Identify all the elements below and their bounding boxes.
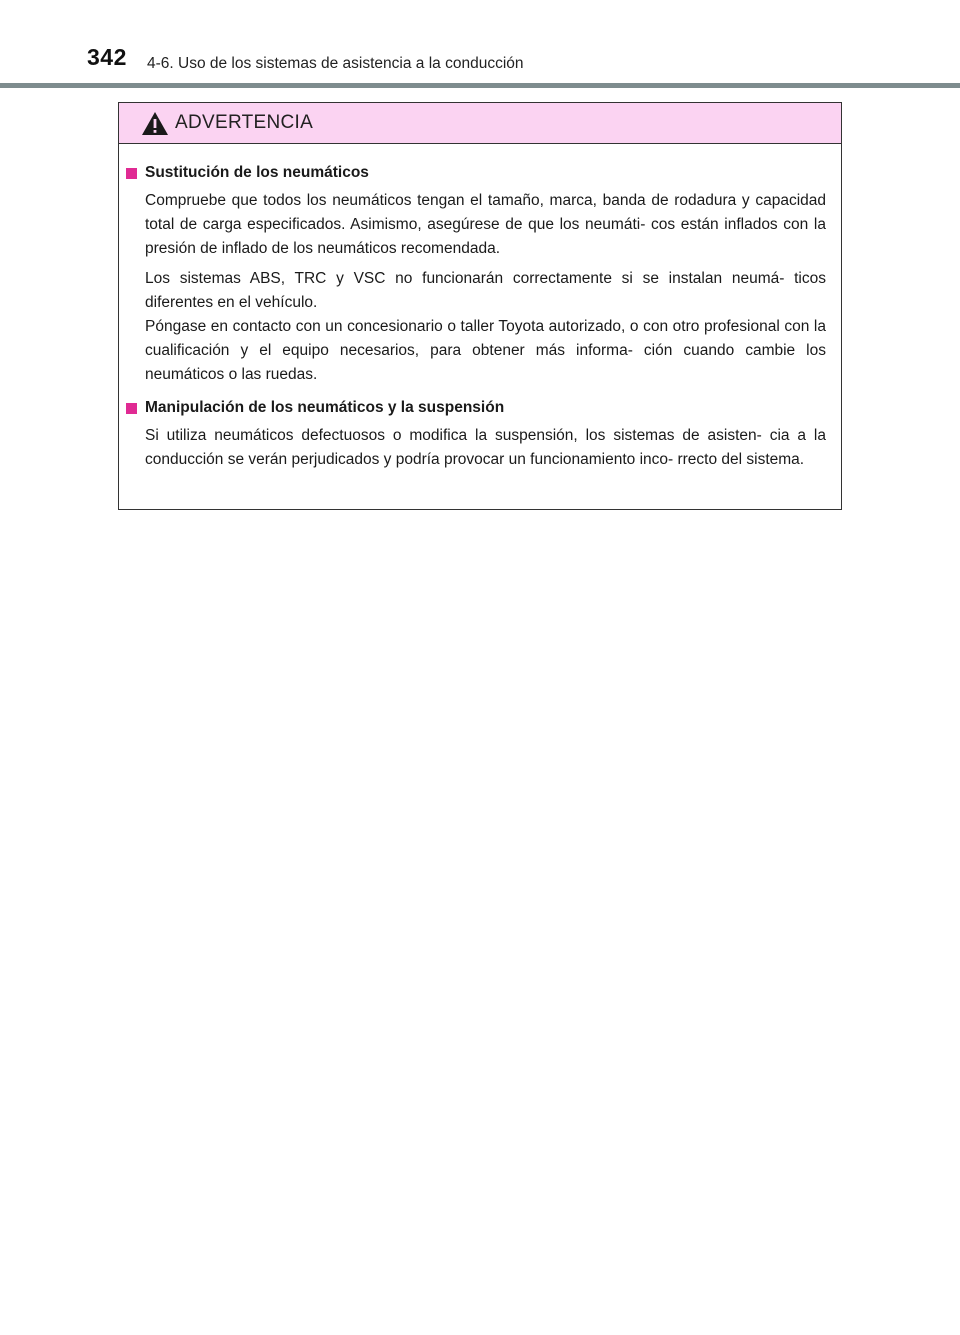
item-heading-tire-handling	[126, 396, 826, 420]
item-heading-text: Manipulación de los neumáticos y la suspensión	[145, 399, 505, 416]
item-heading-text: Sustitución de los neumáticos	[145, 164, 369, 181]
paragraph: Póngase en contacto con un concesionario o taller Toyota autorizado, o con otro profesional con la cualificación y el equipo necesarios, para obtener más informa- ción cuando cambie los neumáticos o las ruedas.	[145, 318, 826, 383]
warning-triangle-icon	[141, 111, 169, 136]
square-bullet-icon	[126, 403, 137, 414]
page-header	[0, 0, 960, 90]
paragraph: Los sistemas ABS, TRC y VSC no funcionarán correctamente si se instalan neumá- ticos diferentes en el vehículo.	[145, 270, 826, 311]
warning-body	[119, 144, 841, 472]
page-number: 342	[87, 44, 127, 70]
paragraph: Si utiliza neumáticos defectuosos o modifica la suspensión, los sistemas de asisten- cia a la conducción se verán perjudicados y podría provocar un funcionamiento inco- rrecto del sistema.	[145, 427, 826, 468]
warning-label: ADVERTENCIA	[175, 112, 314, 133]
warning-box	[118, 102, 842, 510]
paragraph: Compruebe que todos los neumáticos tengan el tamaño, marca, banda de rodadura y capacidad total de carga especificados. Asimismo, asegúrese de que los neumáti- cos están inflados con la presión de inflado de los neumáticos recomendada.	[145, 192, 826, 257]
section-title: 4-6. Uso de los sistemas de asistencia a la conducción	[147, 55, 524, 72]
warning-header	[119, 103, 841, 144]
item-heading-tire-replacement	[126, 161, 826, 185]
square-bullet-icon	[126, 168, 137, 179]
header-rule	[0, 83, 960, 88]
